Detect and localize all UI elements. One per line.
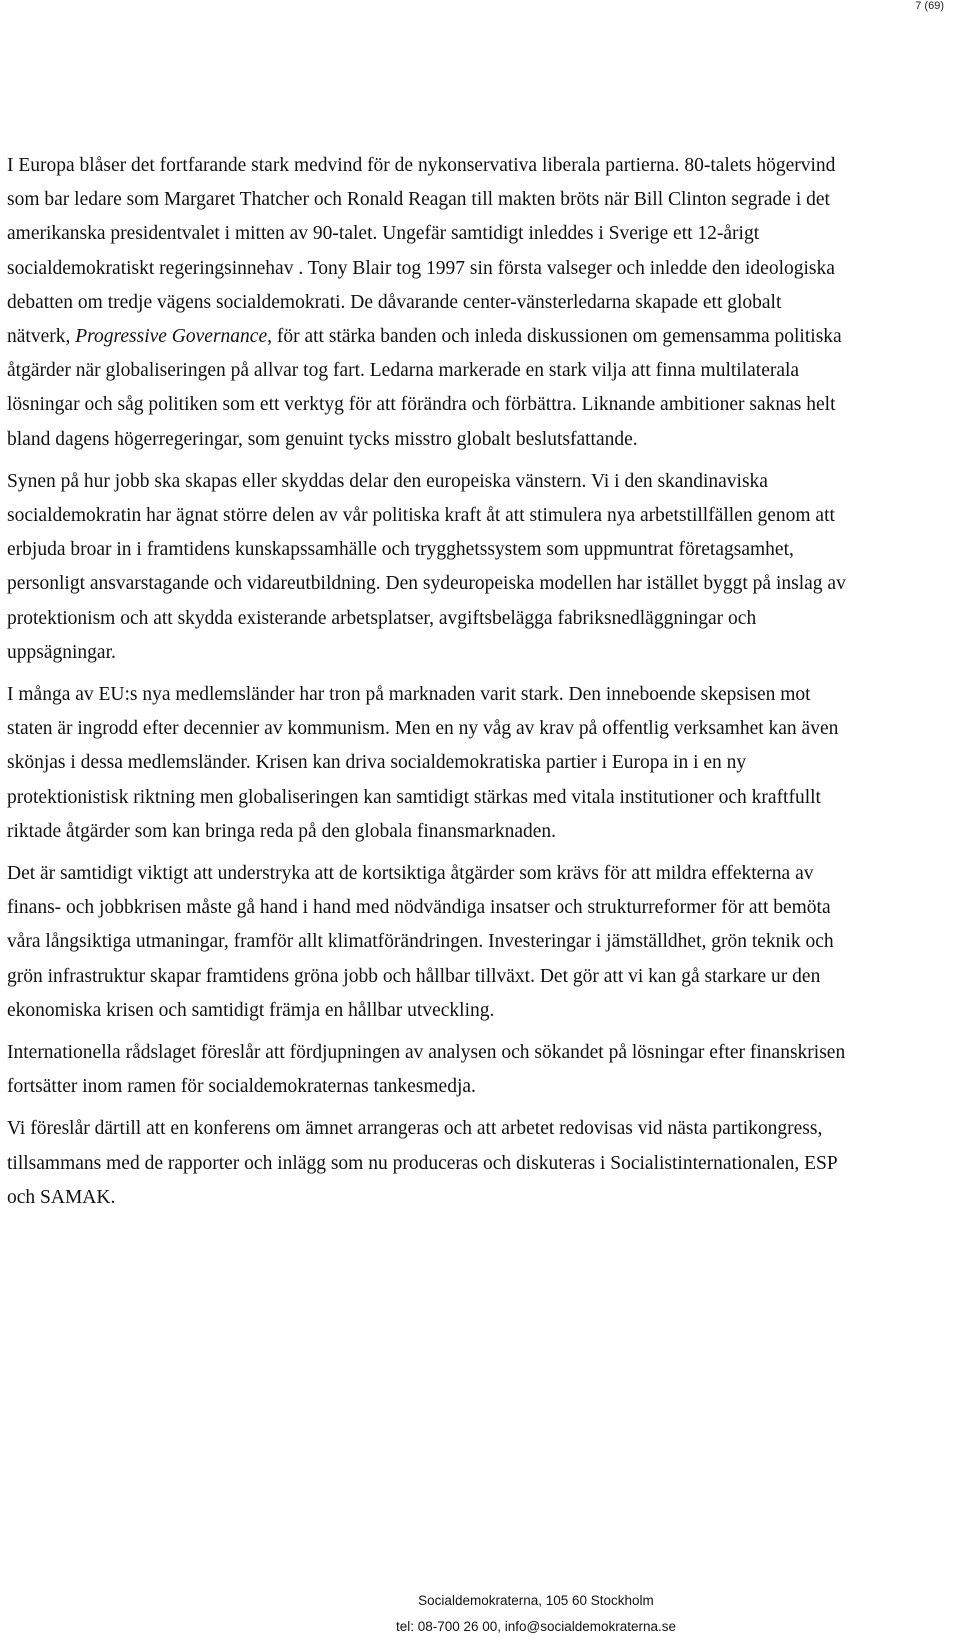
paragraph-1-text-end: , för att stärka banden och inleda diskussionen om gemensamma politiska åtgärder när globaliseringen på allvar tog fart. Ledarna markerade en stark vilja att finna multilaterala lösningar och såg politiken som ett verktyg för att förändra och förbättra. Liknande ambitioner saknas helt bland dagens högerregeringar, som genuint tycks misstro globalt beslutsfattande.	[7, 326, 842, 450]
paragraph-1-text-start: I Europa blåser det fortfarande stark medvind för de nykonservativa liberala partierna. 80-talets högervind som bar ledare som Margaret Thatcher och Ronald Reagan till makten bröts när Bill Clinton segrade i det amerikanska presidentvalet i mitten av 90-talet. Ungefär samtidigt inleddes i Sverige ett 12-årigt socialdemokratiskt regeringsinnehav . Tony Blair tog 1997 sin första valseger och inledde den ideologiska debatten om tredje vägens socialdemokrati. De dåvarande center-vänsterledarna skapade ett globalt nätverk,	[7, 155, 836, 348]
paragraph-6: Vi föreslår därtill att en konferens om ämnet arrangeras och att arbetet redovisas vid nästa partikongress, tillsammans med de rapporter och inlägg som nu produceras och diskuteras i Socialistinternationalen, ESP och SAMAK.	[7, 1118, 838, 1208]
paragraph-3: I många av EU:s nya medlemsländer har tron på marknaden varit stark. Den inneboende skepsisen mot staten är ingrodd efter decennier av kommunism. Men en ny våg av krav på offentlig verksamhet kan även skönjas i dessa medlemsländer. Krisen kan driva socialdemokratiska partier i Europa in i en ny protektionistisk riktning men globaliseringen kan samtidigt stärkas med vitala institutioner och kraftfullt riktade åtgärder som kan bringa reda på den globala finansmarknaden.	[7, 684, 839, 842]
footer-contact: tel: 08-700 26 00, info@socialdemokraterna.se	[395, 1619, 677, 1634]
paragraph-1-italic-term: Progressive Governance	[75, 326, 268, 348]
paragraph-5: Internationella rådslaget föreslår att fördjupningen av analysen och sökandet på lösningar efter finanskrisen fortsätter inom ramen för socialdemokraternas tankesmedja.	[7, 1042, 846, 1098]
footer-address: Socialdemokraterna, 105 60 Stockholm	[418, 1593, 654, 1608]
document-body	[7, 149, 847, 1223]
paragraph-4: Det är samtidigt viktigt att understryka att de kortsiktiga åtgärder som krävs för att mildra effekterna av finans- och jobbkrisen måste gå hand i hand med nödvändiga insatser och strukturreformer för att bemöta våra långsiktiga utmaningar, framför allt klimatförändringen. Investeringar i jämställdhet, grön teknik och grön infrastruktur skapar framtidens gröna jobb och hållbar tillväxt. Det gör att vi kan gå starkare ur den ekonomiska krisen och samtidigt främja en hållbar utveckling.	[7, 863, 834, 1021]
paragraph-1	[7, 149, 847, 457]
paragraph-2: Synen på hur jobb ska skapas eller skyddas delar den europeiska vänstern. Vi i den skandinaviska socialdemokratin har ägnat större delen av vår politiska kraft åt att stimulera nya arbetstillfällen genom att erbjuda broar in i framtidens kunskapssamhälle och trygghetssystem som uppmuntrat företagsamhet, personligt ansvarstagande och vidareutbildning. Den sydeuropeiska modellen har istället byggt på inslag av protektionism och att skydda existerande arbetsplatser, avgiftsbelägga fabriksnedläggningar och uppsägningar.	[7, 470, 846, 663]
page-number: 7 (69)	[915, 0, 944, 12]
page-footer	[0, 1588, 960, 1640]
